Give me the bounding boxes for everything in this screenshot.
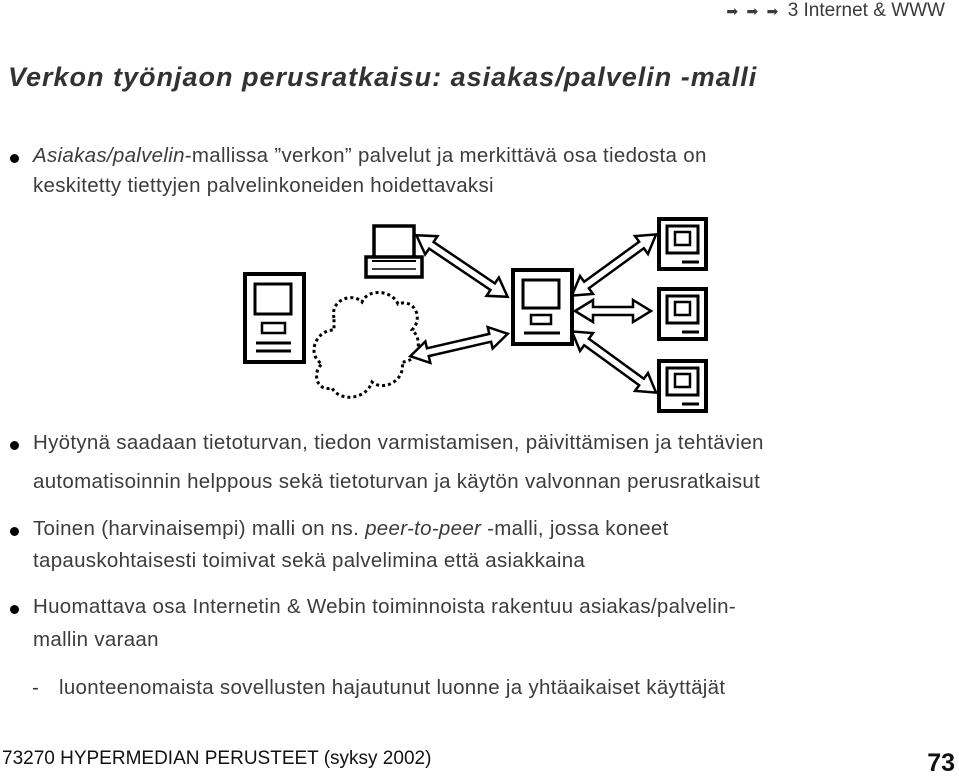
client-terminal-icon: [659, 219, 706, 269]
double-arrow-icon: [565, 226, 662, 305]
double-arrow-icon: [408, 323, 510, 367]
workstation-icon: [245, 274, 304, 362]
double-arrow-icon: [410, 226, 513, 306]
client-terminal-icon: [659, 289, 706, 339]
double-arrow-icon: [575, 300, 651, 322]
section-label: 3 Internet & WWW: [787, 0, 945, 21]
bullet-1-text: -mallissa ”verkon” palvelut ja merkittävä osa tiedosta on: [184, 144, 707, 167]
arrow-icons: ➡ ➡ ➡: [726, 4, 781, 20]
printer-icon: [366, 226, 422, 277]
network-cloud-icon: [314, 292, 418, 397]
bullet-3-line-1: [33, 517, 669, 541]
bullet-marker: [10, 527, 19, 536]
bullet-3-text-end: -malli, jossa koneet: [481, 517, 669, 540]
bullet-2-line-1: Hyötynä saadaan tietoturvan, tiedon varmistamisen, päivittämisen ja tehtävien: [33, 431, 764, 454]
server-icon: [513, 270, 572, 344]
sub-item-text: luonteenomaista sovellusten hajautunut luonne ja yhtäaikaiset käyttäjät: [59, 676, 726, 699]
double-arrow-icon: [565, 323, 662, 402]
sub-item-marker: -: [32, 676, 39, 699]
course-footer: 73270 HYPERMEDIAN PERUSTEET (syksy 2002): [2, 748, 432, 769]
bullet-3-text-start: Toinen (harvinaisempi) malli on ns.: [33, 517, 366, 540]
client-terminal-icon: [659, 361, 706, 411]
bullet-4-line-1: Huomattava osa Internetin & Webin toiminnoista rakentuu asiakas/palvelin-: [33, 595, 736, 618]
bullet-2-line-2: automatisoinnin helppous sekä tietoturvan ja käytön valvonnan perusratkaisut: [33, 470, 761, 493]
bullet-1-term: Asiakas/palvelin: [33, 144, 185, 167]
bullet-1-line-2: keskitetty tiettyjen palvelinkoneiden hoidettavaksi: [33, 174, 494, 197]
bullet-3-term: peer-to-peer: [365, 517, 482, 540]
bullet-3-line-2: tapauskohtaisesti toimivat sekä palvelimina että asiakkaina: [33, 549, 586, 572]
slide-title: Verkon työnjaon perusratkaisu: asiakas/palvelin -malli: [8, 62, 758, 92]
bullet-4-line-2: mallin varaan: [33, 628, 159, 651]
page-number: 73: [927, 749, 955, 777]
bullet-marker: [10, 605, 19, 614]
bullet-marker: [10, 441, 19, 450]
